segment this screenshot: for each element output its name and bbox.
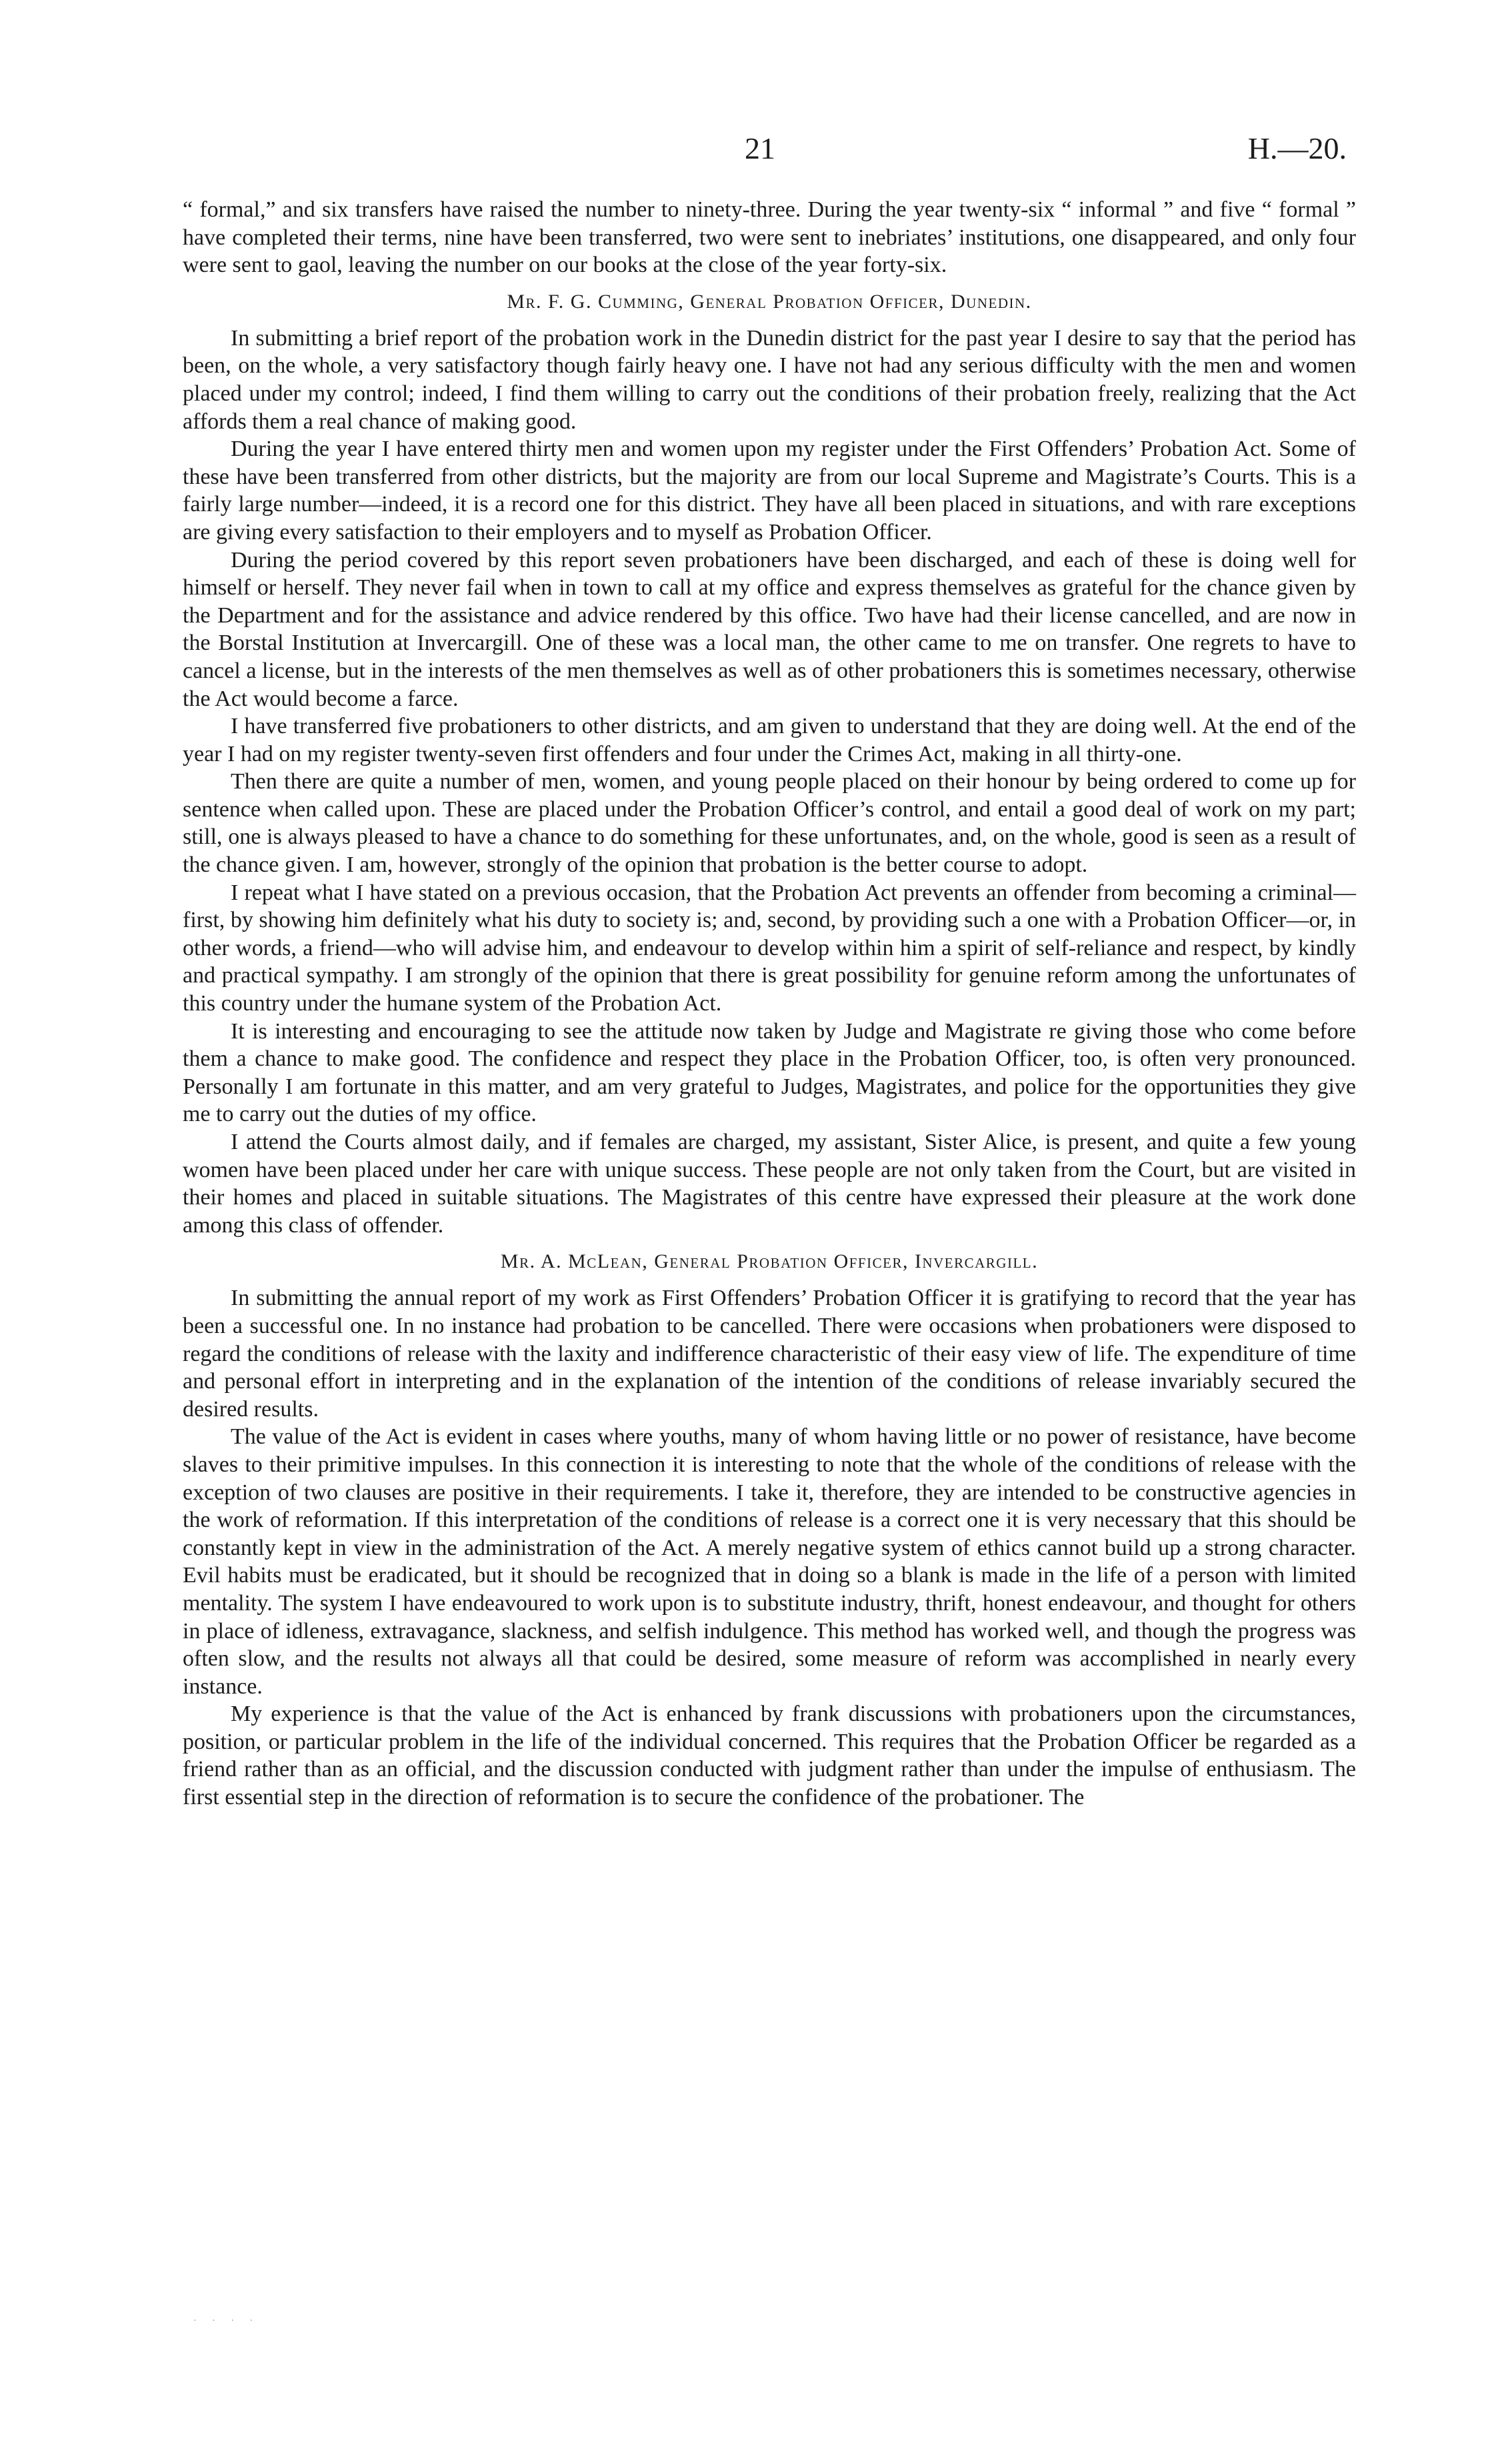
section-heading-invercargill: Mr. A. McLean, General Probation Officer, Invercargill. xyxy=(500,1250,1039,1273)
paragraph: My experience is that the value of the Act is enhanced by frank discussions with probationers upon the circumstances, position, or particular problem in the life of the individual concerned. This requires that the Probation Officer be regarded as a friend rather than as an official, and the discussion conducted with judgment rather than under the impulse of enthusiasm. The first essential step in the direction of reformation is to secure the confidence of the probationer. The xyxy=(183,1702,1356,1810)
report-reference: H.—20. xyxy=(1247,131,1347,165)
paragraph: I attend the Courts almost daily, and if females are charged, my assistant, Sister Alice, is present, and quite a few young women have been placed under her care with unique success. These people are not only taken from the Court, but are visited in their homes and placed in suitable situations. The Magistrates of this centre have expressed their pleasure at the work done among this class of offender. xyxy=(183,1130,1356,1238)
scan-specks: · · · · xyxy=(193,2316,260,2326)
opening-paragraph: “ formal,” and six transfers have raised the number to ninety-three. During the year twenty-six “ informal ” and five “ formal ” have completed their terms, nine have been transferred, two were sent to inebriates’ institutions, one disappeared, and only four were sent to gaol, leaving the number on our books at the close of the year forty-six. xyxy=(183,197,1356,278)
paragraph: I have transferred five probationers to other districts, and am given to understand that they are doing well. At the end of the year I had on my register twenty-seven first offenders and four under the Crimes Act, making in all thirty-one. xyxy=(183,714,1356,766)
paragraph: The value of the Act is evident in cases where youths, many of whom having little or no power of resistance, have become slaves to their primitive impulses. In this connection it is interesting to note that the whole of the conditions of release with the exception of two clauses are positive in their requirements. I take it, therefore, they are intended to be constructive agencies in the work of reformation. If this interpretation of the conditions of release is a correct one it is very necessary that this should be constantly kept in view in the administration of the Act. A merely negative system of ethics cannot build up a strong character. Evil habits must be eradicated, but it should be recognized that in doing so a blank is made in the life of a person with limited mentality. The system I have endeavoured to work upon is to substitute industry, thrift, honest endeavour, and thought for others in place of idleness, extravagance, slackness, and selfish indulgence. This method has worked well, and though the progress was often slow, and the results not always all that could be desired, some measure of reform was accomplished in nearly every instance. xyxy=(183,1424,1356,1699)
paragraph: In submitting the annual report of my work as First Offenders’ Probation Officer it is gratifying to record that the year has been a successful one. In no instance had probation to be cancelled. There were occasions when probationers were disposed to regard the conditions of release with the laxity and indifference characteristic of their easy view of life. The expenditure of time and personal effort in interpreting and in the explanation of the intention of the conditions of release invariably secured the desired results. xyxy=(183,1286,1356,1422)
paragraph: In submitting a brief report of the probation work in the Dunedin district for the past year I desire to say that the period has been, on the whole, a very satisfactory though fairly heavy one. I have not had any serious difficulty with the men and women placed under my control; indeed, I find them willing to carry out the conditions of their probation freely, realizing that the Act affords them a real chance of making good. xyxy=(183,325,1356,434)
paragraph: I repeat what I have stated on a previous occasion, that the Probation Act prevents an offender from becoming a criminal—first, by showing him definitely what his duty to society is; and, second, by providing such a one with a Probation Officer—or, in other words, a friend—who will advise him, and endeavour to develop within him a spirit of self-reliance and respect, by kindly and practical sympathy. I am strongly of the opinion that there is great possibility for genuine reform among the unfortunates of this country under the humane system of the Probation Act. xyxy=(183,880,1356,1016)
paragraph: During the year I have entered thirty men and women upon my register under the First Offenders’ Probation Act. Some of these have been transferred from other districts, but the majority are from our local Supreme and Magistrate’s Courts. This is a fairly large number—indeed, it is a record one for this district. They have all been placed in situations, and with rare exceptions are giving every satisfaction to their employers and to myself as Probation Officer. xyxy=(183,437,1356,545)
document-body xyxy=(183,196,1356,1812)
paragraph: Then there are quite a number of men, women, and young people placed on their honour by being ordered to come up for sentence when called upon. These are placed under the Probation Officer’s control, and entail a good deal of work on my part; still, one is always pleased to have a chance to do something for these unfortunates, and, on the whole, good is seen as a result of the chance given. I am, however, strongly of the opinion that probation is the better course to adopt. xyxy=(183,769,1356,878)
paragraph: During the period covered by this report seven probationers have been discharged, and each of these is doing well for himself or herself. They never fail when in town to call at my office and express themselves as grateful for the chance given by the Department and for the assistance and advice rendered by this office. Two have had their license cancelled, and are now in the Borstal Institution at Invercargill. One of these was a local man, the other came to me on transfer. One regrets to have to cancel a license, but in the interests of the men themselves as well as of other probationers this is sometimes necessary, otherwise the Act would become a farce. xyxy=(183,547,1356,711)
paragraph: It is interesting and encouraging to see the attitude now taken by Judge and Magistrate re giving those who come before them a chance to make good. The confidence and respect they place in the Probation Officer, too, is often very pronounced. Personally I am fortunate in this matter, and am very grateful to Judges, Magistrates, and police for the opportunities they give me to carry out the duties of my office. xyxy=(183,1018,1356,1127)
page-number: 21 xyxy=(745,131,775,165)
section-heading-dunedin: Mr. F. G. Cumming, General Probation Officer, Dunedin. xyxy=(507,290,1032,313)
